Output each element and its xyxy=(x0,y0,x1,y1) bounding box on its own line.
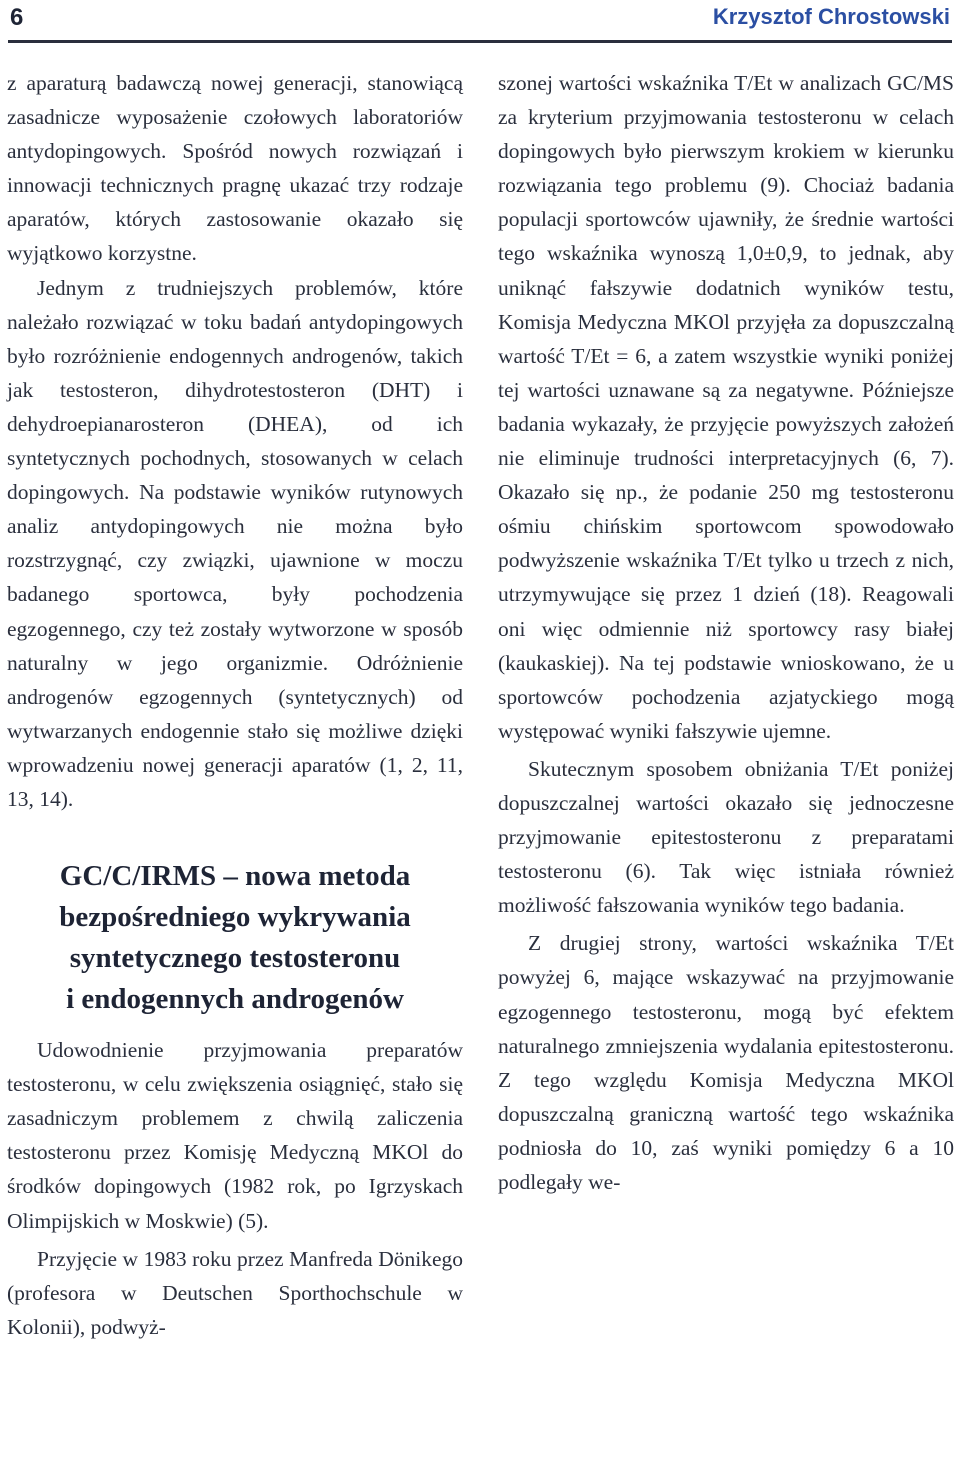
left-paragraph-1: z aparaturą badawczą nowej generacji, stanowiącą zasadnicze wyposażenie czołowych laboratoriów antydopingowych. Spośród nowych rozwiązań i innowacji technicznych pragnę ukazać trzy rodzaje aparatów, których zastosowanie okazało się wyjątkowo korzystne. xyxy=(7,71,463,266)
section-heading-line: GC/C/IRMS – nowa metoda xyxy=(59,860,411,893)
right-paragraph-3: Z drugiej strony, wartości wskaźnika T/Et powyżej 6, mające wskazywać na przyjmowanie egzogennego testosteronu, mogą być efektem naturalnego zmniejszenia wydalania epitestosteronu. Z tego względu Komisja Medyczna MKOl dopuszczalną graniczną wartość tego wskaźnika podniosła do 10, zaś wyniki pomiędzy 6 a 10 podlegały we- xyxy=(498,931,954,1194)
section-heading xyxy=(7,856,463,1020)
left-paragraph-3: Udowodnienie przyjmowania preparatów testosteronu, w celu zwiększenia osiągnięć, stało się zasadniczym problemem z chwilą zaliczenia testosteronu przez Komisję Medyczną MKOl do środków dopingowych (1982 rok, po Igrzyskach Olimpijskich w Moskwie) (5). xyxy=(7,1038,463,1233)
page-number: 6 xyxy=(10,4,24,31)
left-column xyxy=(7,66,463,1344)
left-paragraph-2: Jednym z trudniejszych problemów, które należało rozwiązać w toku badań antydopingowych było rozróżnienie endogennych androgenów, takich jak testosteron, dihydrotestosteron (DHT) i dehydroepianarosteron (DHEA), od ich syntetycznych pochodnych, stosowanych w celach dopingowych. Na podstawie wyników rutynowych analiz antydopingowych nie można było rozstrzygnąć, czy związki, ujawnione w moczu badanego sportowca, były pochodzenia egzogennego, czy też zostały wytworzone w sposób naturalny w jego organizmie. Odróżnienie androgenów egzogennych (syntetycznych) od wytwarzanych endogennie stało się możliwe dzięki wprowadzeniu nowej generacji aparatów (1, 2, 11, 13, 14). xyxy=(7,275,463,811)
page-header xyxy=(8,0,952,36)
header-rule xyxy=(8,40,952,43)
right-paragraph-1: szonej wartości wskaźnika T/Et w analizach GC/MS za kryterium przyjmowania testosteronu w celach dopingowych było pierwszym krokiem w kierunku rozwiązania tego problemu (9). Chociaż badania populacji sportowców ujawniły, że średnie wartości tego wskaźnika wynoszą 1,0±0,9, to jednak, aby uniknąć fałszywie dodatnich wyników testu, Komisja Medyczna MKOl przyjęła za dopuszczalną wartość T/Et = 6, a zatem wszystkie wyniki poniżej tej wartości uznawane są za negatywne. Późniejsze badania wykazały, że przyjęcie powyższych założeń nie eliminuje trudności interpretacyjnych (6, 7). Okazało się np., że podanie 250 mg testosteronu ośmiu chińskim sportowcom spowodowało podwyższenie wskaźnika T/Et tylko u trzech z nich, utrzymywujące się przez 1 dzień (18). Reagowali oni więc odmiennie niż sportowcy rasy białej (kaukaskiej). Na tej podstawie wnioskowano, że u sportowców pochodzenia azjatyckiego mogą występować wyniki fałszywie ujemne. xyxy=(498,71,954,743)
left-paragraph-4: Przyjęcie w 1983 roku przez Manfreda Dönikego (profesora w Deutschen Sporthochschule w Kolonii), podwyż- xyxy=(7,1246,463,1339)
right-paragraph-2: Skutecznym sposobem obniżania T/Et poniżej dopuszczalnej wartości okazało się jednoczesne przyjmowanie epitestosteronu z preparatami testosteronu (6). Tak więc istniała również możliwość fałszowania wyników tego badania. xyxy=(498,756,954,918)
section-heading-line: i endogennych androgenów xyxy=(66,983,404,1016)
section-heading-line: bezpośredniego wykrywania xyxy=(59,901,411,934)
running-head-author: Krzysztof Chrostowski xyxy=(712,4,950,29)
right-column xyxy=(498,66,954,1199)
section-heading-line: syntetycznego testosteronu xyxy=(69,942,401,975)
